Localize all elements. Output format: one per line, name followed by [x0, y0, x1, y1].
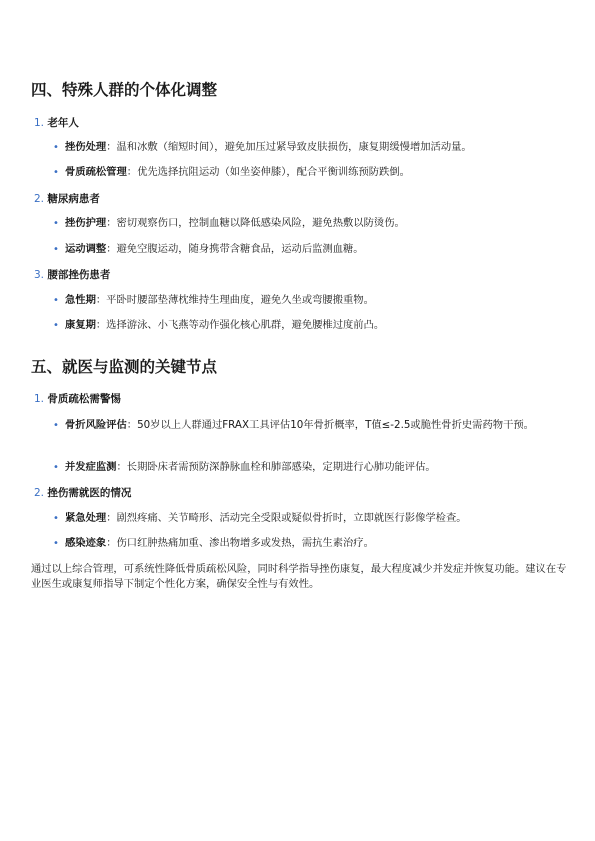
- bullet-text: ：选择游泳、小飞燕等动作强化核心肌群，避免腰椎过度前凸。: [95, 319, 385, 331]
- bullet-item: [53, 511, 583, 526]
- bullet-text: ：长期卧床者需预防深静脉血栓和肺部感染，定期进行心肺功能评估。: [116, 461, 436, 473]
- bullet-label: 感染迹象: [65, 537, 107, 549]
- bullet-dot-icon: •: [53, 320, 59, 331]
- item-number: 2.: [34, 487, 45, 499]
- bullet-label: 紧急处理: [65, 512, 107, 524]
- bullet-item: [53, 242, 583, 257]
- bullet-dot-icon: •: [53, 513, 59, 524]
- numbered-item-lumbar: [34, 268, 110, 282]
- bullet-dot-icon: •: [53, 420, 59, 431]
- bullet-label: 骨折风险评估: [65, 419, 127, 431]
- bullet-item: [53, 318, 583, 333]
- bullet-text: ：密切观察伤口，控制血糖以降低感染风险，避免热敷以防烫伤。: [106, 217, 405, 229]
- bullet-label: 康复期: [65, 319, 96, 331]
- bullet-dot-icon: •: [53, 295, 59, 306]
- bullet-item: [53, 140, 583, 155]
- bullet-item: [53, 293, 583, 308]
- item-number: 1.: [34, 117, 45, 129]
- bullet-label: 运动调整: [65, 243, 107, 255]
- numbered-item-elderly: [34, 116, 79, 130]
- item-title: 老年人: [47, 117, 79, 129]
- bullet-item: [53, 216, 583, 231]
- bullet-text: ：伤口红肿热痛加重、渗出物增多或发热，需抗生素治疗。: [106, 537, 374, 549]
- bullet-item: [53, 460, 583, 475]
- closing-paragraph: 通过以上综合管理，可系统性降低骨质疏松风险，同时科学指导挫伤康复，最大程度减少并发症并恢复功能。建议在专业医生或康复师指导下制定个性化方案，确保安全性与有效性。: [31, 563, 567, 590]
- bullet-item: [53, 536, 583, 551]
- item-title: 挫伤需就医的情况: [47, 487, 132, 499]
- bullet-dot-icon: •: [53, 244, 59, 255]
- bullet-label: 挫伤护理: [65, 217, 107, 229]
- numbered-item-seek-care: [34, 486, 131, 500]
- bullet-text: ：平卧时腰部垫薄枕维持生理曲度，避免久坐或弯腰搬重物。: [95, 294, 374, 306]
- numbered-item-diabetes: [34, 192, 100, 206]
- numbered-item-osteoporosis: [34, 392, 121, 406]
- bullet-item: [53, 418, 583, 433]
- bullet-label: 骨质疏松管理: [65, 166, 127, 178]
- item-title: 骨质疏松需警惕: [47, 393, 121, 405]
- section-heading-5: 五、就医与监测的关键节点: [31, 358, 218, 376]
- bullet-item: [53, 165, 583, 180]
- section-heading-4: 四、特殊人群的个体化调整: [31, 81, 218, 99]
- bullet-dot-icon: •: [53, 218, 59, 229]
- bullet-label: 并发症监测: [65, 461, 117, 473]
- bullet-text: ：避免空腹运动，随身携带含糖食品，运动后监测血糖。: [106, 243, 364, 255]
- item-number: 2.: [34, 193, 45, 205]
- item-title: 腰部挫伤患者: [47, 269, 111, 281]
- bullet-dot-icon: •: [53, 167, 59, 178]
- item-number: 1.: [34, 393, 45, 405]
- bullet-label: 急性期: [65, 294, 96, 306]
- bullet-label: 挫伤处理: [65, 141, 107, 153]
- bullet-text: ：剧烈疼痛、关节畸形、活动完全受限或疑似骨折时，立即就医行影像学检查。: [106, 512, 467, 524]
- bullet-dot-icon: •: [53, 538, 59, 549]
- bullet-text: ：50岁以上人群通过FRAX工具评估10年骨折概率，T值≤-2.5或脆性骨折史需药物干预。: [126, 419, 534, 431]
- item-title: 糖尿病患者: [47, 193, 100, 205]
- bullet-dot-icon: •: [53, 142, 59, 153]
- bullet-dot-icon: •: [53, 462, 59, 473]
- bullet-text: ：温和冰敷（缩短时间），避免加压过紧导致皮肤损伤，康复期缓慢增加活动量。: [106, 141, 472, 153]
- bullet-text: ：优先选择抗阻运动（如坐姿伸膝），配合平衡训练预防跌倒。: [126, 166, 410, 178]
- item-number: 3.: [34, 269, 45, 281]
